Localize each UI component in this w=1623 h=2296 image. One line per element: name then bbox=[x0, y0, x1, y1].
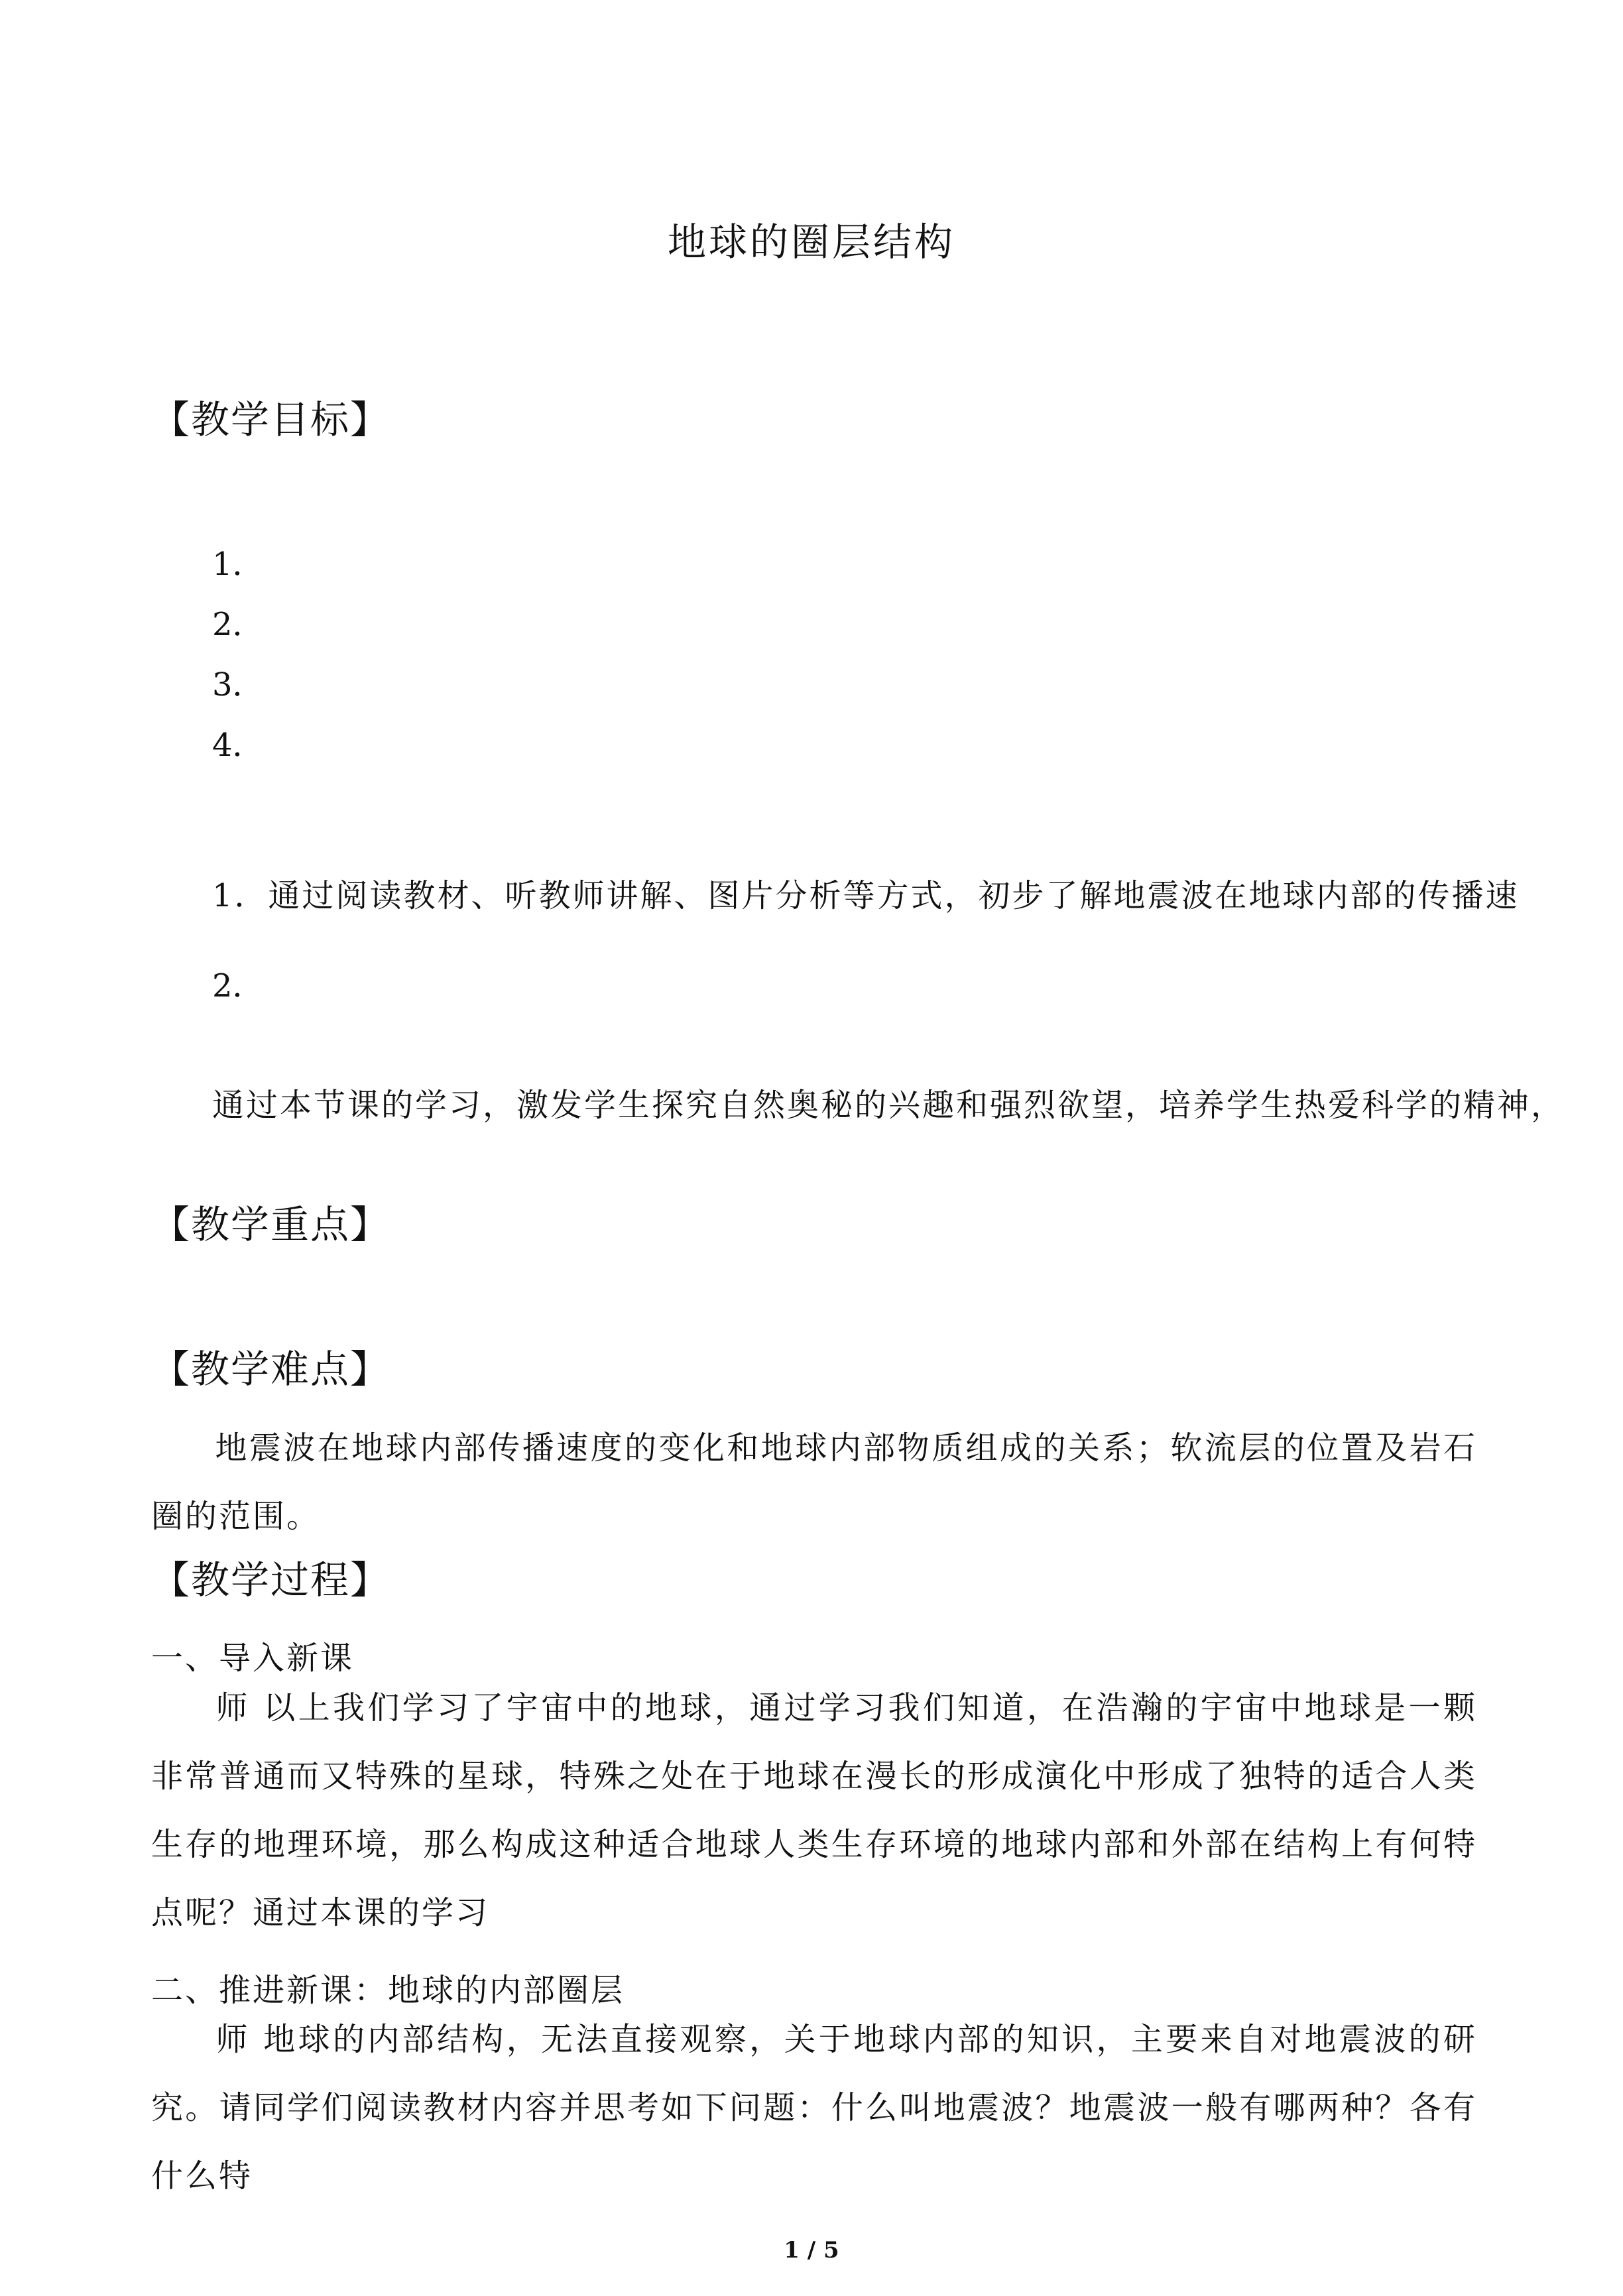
process-step-text: 师 地球的内部结构，无法直接观察，关于地球内部的知识，主要来自对地震波的研究。请同学们阅读教材内容并思考如下问题：什么叫地震波？地震波一般有哪两种？各有什么特 bbox=[151, 2021, 1477, 2195]
emotion-objective-text: 通过本节课的学习，激发学生探究自然奥秘的兴趣和强烈欲望，培养学生热爱科学的精神， bbox=[212, 1087, 1565, 1124]
objective-item: 3． bbox=[212, 666, 265, 703]
document-title: 地球的圈层结构 bbox=[667, 219, 955, 265]
page-number: 1 / 5 bbox=[784, 2237, 839, 2264]
section-heading-difficulties: 【教学难点】 bbox=[151, 1347, 391, 1392]
process-objective-item: 2． bbox=[212, 967, 265, 1004]
process-step-paragraph bbox=[151, 1674, 1477, 1947]
objective-item: 1． bbox=[212, 546, 265, 583]
section-heading-key-points: 【教学重点】 bbox=[151, 1202, 391, 1247]
objective-item: 2． bbox=[212, 606, 265, 643]
section-heading-objectives: 【教学目标】 bbox=[151, 397, 391, 442]
objective-item: 4． bbox=[212, 727, 265, 764]
process-objective-item: 1．通过阅读教材、听教师讲解、图片分析等方式，初步了解地震波在地球内部的传播速 bbox=[212, 877, 1520, 914]
difficulties-paragraph bbox=[151, 1414, 1477, 1551]
section-heading-process: 【教学过程】 bbox=[151, 1557, 391, 1602]
process-step-title: 一、导入新课 bbox=[151, 1640, 355, 1677]
process-step-title: 二、推进新课：地球的内部圈层 bbox=[151, 1972, 625, 2009]
process-step-paragraph bbox=[151, 2006, 1477, 2210]
process-step-text: 师 以上我们学习了宇宙中的地球，通过学习我们知道，在浩瀚的宇宙中地球是一颗非常普通而又特殊的星球，特殊之处在于地球在漫长的形成演化中形成了独特的适合人类生存的地理环境，那么构成这种适合地球人类生存环境的地球内部和外部在结构上有何特点呢？通过本课的学习 bbox=[151, 1689, 1477, 1931]
difficulties-text: 地震波在地球内部传播速度的变化和地球内部物质组成的关系；软流层的位置及岩石圈的范围。 bbox=[151, 1429, 1477, 1535]
